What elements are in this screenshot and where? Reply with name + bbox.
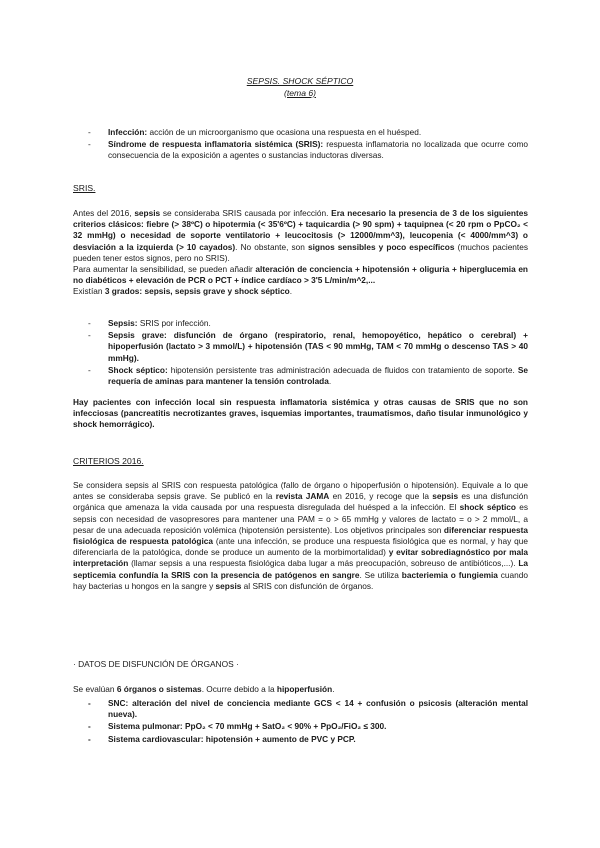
list-item: - Síndrome de respuesta inflamatoria sistémica (SRIS): respuesta inflamatoria no localizada que ocurre como consecuencia de la exposición a agentes o sustancias inductoras diversas.: [88, 139, 528, 161]
list-item: - Sistema cardiovascular: hipotensión + aumento de PVC y PCP.: [88, 734, 528, 745]
list-item: - Shock séptico: hipotensión persistente tras administración adecuada de fluidos con tratamiento de soporte. Se requería de aminas para mantener la tensión controlada.: [88, 365, 528, 387]
document-title: SEPSIS. SHOCK SÉPTICO: [246, 76, 354, 86]
disfuncion-intro: Se evalúan 6 órganos o sistemas. Ocurre debido a la hipoperfusión.: [73, 684, 335, 694]
organ-dysfunction-list: [88, 698, 528, 746]
section-heading-sris: SRIS.: [73, 183, 96, 193]
sepsis-grades-list: [88, 318, 528, 388]
criterios-paragraph: Se considera sepsis al SRIS con respuesta patológica (fallo de órgano o hipoperfusión o hipotensión). Equivale a lo que antes se consideraba sepsis grave. Se publicó en la revista JAMA en 2016, y recoge que la sepsis es una disfunción orgánica que amenaza la vida causada por una respuesta disregulada del huésped a la infección. El shock séptico es sepsis con necesidad de vasopresores para mantener una PAM = o > 65 mmHg y valores de lactato = o > 2 mmol/L, a pesar de una adecuada reposición volémica (hipotensión persistente). Los objetivos principales son diferenciar respuesta fisiológica de respuesta patológica (ante una infección, se produce una respuesta fisiológica que es normal, y hay que diferenciarla de la patológica, donde se produce un aumento de la morbimortalidad) y evitar sobrediagnóstico por mala interpretación (llamar sepsis a una respuesta fisiológica daba lugar a más preocupación, sobreuso de antibióticos,...). La septicemia confundía la SRIS con la presencia de patógenos en sangre. Se utiliza bacteriemia o fungiemia cuando hay bacterias u hongos en la sangre y sepsis al SRIS con disfunción de órganos.: [73, 480, 529, 591]
intro-definitions-list: [88, 127, 528, 163]
list-item: - Sistema pulmonar: PpO₂ < 70 mmHg + SatO₂ < 90% + PpO₂/FiO₂ ≤ 300.: [88, 721, 528, 732]
list-item: - Sepsis: SRIS por infección.: [88, 318, 528, 329]
sris-note-paragraph: Hay pacientes con infección local sin respuesta inflamatoria sistémica y otras causas de SRIS que no son infecciosas (pancreatitis necrotizantes graves, isquemias importantes, traumatismos, daño tisular inmunológico y shock hemorrágico).: [73, 397, 528, 430]
section-heading-criterios: CRITERIOS 2016.: [73, 456, 144, 466]
document-subtitle: (tema 6): [284, 88, 316, 98]
section-heading-disfuncion: · DATOS DE DISFUNCIÓN DE ÓRGANOS ·: [73, 659, 239, 669]
sris-paragraph: Antes del 2016, sepsis se consideraba SRIS causada por infección. Era necesario la presencia de 3 de los siguientes criterios clásicos: fiebre (> 38ºC) o hipotermia (< 35'6ºC) + taquicardia (> 90 spm) + taquipnea (< 20 rpm o PpCO₂ < 32 mmHg) o necesidad de soporte ventilatorio + leucocitosis (> 12000/mm^3), leucopenia (< 4000/mm^3) o desviación a la izquierda (> 10 cayados). No obstante, son signos sensibles y poco específicos (muchos pacientes pueden tener estos signos, pero no SRIS). Para aumentar la sensibilidad, se pueden añadir alteración de conciencia + hipotensión + oliguria + hiperglucemia en no diabéticos + elevación de PCR o PCT + índice cardíaco > 3'5 L/min/m^2,... Existían 3 grados: sepsis, sepsis grave y shock séptico.: [73, 208, 528, 297]
list-item: - SNC: alteración del nivel de conciencia mediante GCS < 14 + confusión o psicosis (alteración mental nueva).: [88, 698, 528, 720]
list-item: - Sepsis grave: disfunción de órgano (respiratorio, renal, hemopoyético, hepático o cerebral) + hipoperfusión (lactato > 3 mmol/L) + hipotensión (TAS < 90 mmHg, TAM < 70 mmHg o descenso TAS > 40 mmHg).: [88, 330, 528, 364]
list-item: - Infección: acción de un microorganismo que ocasiona una respuesta en el huésped.: [88, 127, 528, 138]
